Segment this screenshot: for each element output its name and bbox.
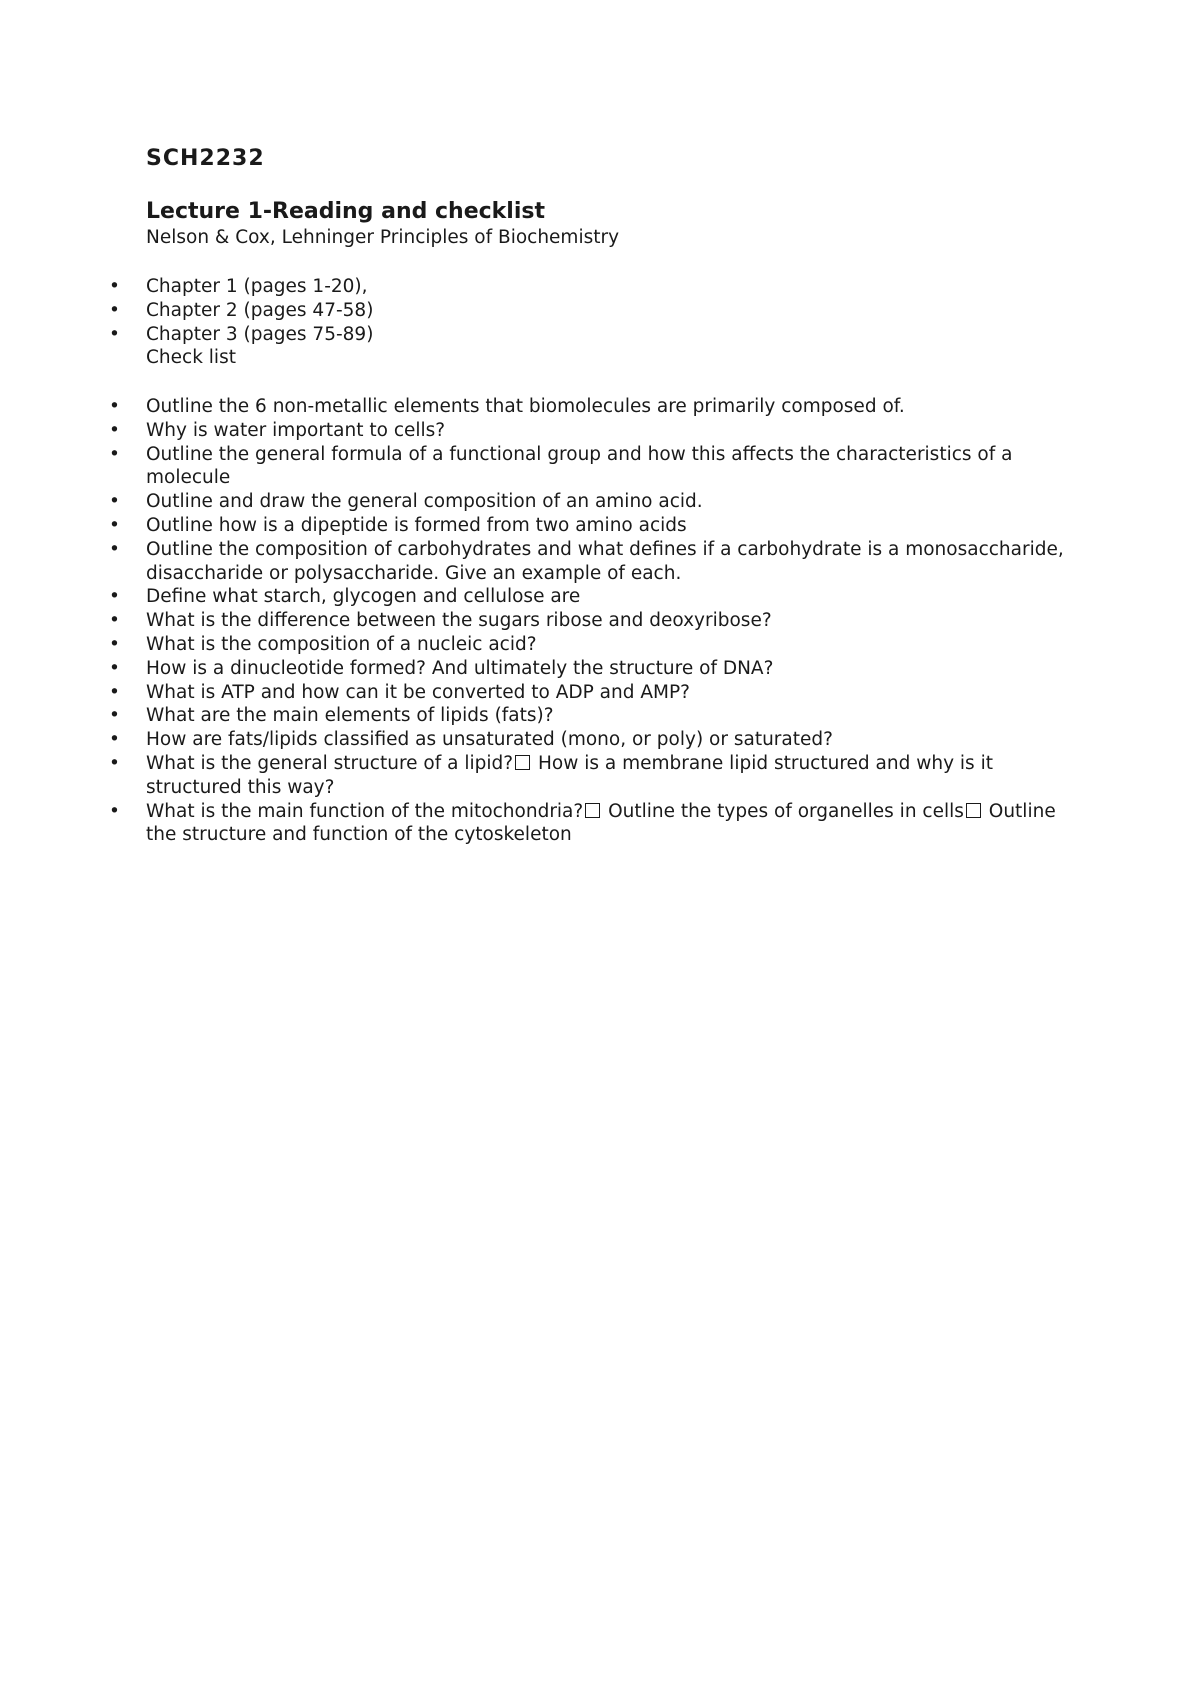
bullet-icon: • bbox=[109, 538, 120, 560]
checklist-text: Outline the general formula of a functional group and how this affects the characteristics of a molecule bbox=[146, 443, 1013, 489]
bullet-icon: • bbox=[109, 729, 120, 751]
list-item bbox=[0, 657, 1066, 681]
checkbox-glyph-icon bbox=[966, 803, 981, 818]
bullet-icon: • bbox=[109, 633, 120, 655]
bullet-icon: • bbox=[109, 657, 120, 679]
checklist-text: How is a dinucleotide formed? And ultimately the structure of DNA? bbox=[146, 657, 774, 679]
checklist-text: Define what starch, glycogen and cellulose are bbox=[146, 586, 581, 608]
checklist-text: Why is water important to cells? bbox=[146, 419, 446, 441]
list-item bbox=[0, 299, 1066, 323]
list-item bbox=[0, 585, 1066, 609]
list-item bbox=[0, 752, 1066, 800]
checklist-text: Outline the composition of carbohydrates and what defines if a carbohydrate is a monosaccharide, disaccharide or polysaccharide. Give an example of each. bbox=[146, 538, 1064, 584]
list-item bbox=[0, 728, 1066, 752]
reading-text: Chapter 1 (pages 1-20), bbox=[146, 276, 368, 297]
list-item bbox=[0, 538, 1066, 586]
bullet-icon: • bbox=[109, 276, 120, 297]
list-item bbox=[0, 514, 1066, 538]
list-item bbox=[0, 395, 1066, 419]
checklist-text: Outline the structure and function of the cytoskeleton bbox=[146, 800, 1056, 846]
list-item bbox=[0, 323, 1066, 347]
readings-list bbox=[0, 275, 1100, 346]
checklist-text: Outline the 6 non-metallic elements that biomolecules are primarily composed of. bbox=[146, 396, 905, 417]
bullet-icon: • bbox=[109, 491, 120, 513]
list-item bbox=[0, 275, 1066, 299]
list-item bbox=[0, 490, 1066, 514]
checklist-text: How are fats/lipids classified as unsaturated (mono, or poly) or saturated? bbox=[146, 729, 833, 751]
list-item bbox=[0, 633, 1066, 657]
list-item bbox=[0, 443, 1066, 491]
bullet-icon: • bbox=[109, 705, 120, 727]
checklist-text: How is a membrane lipid structured and why is it structured this way? bbox=[146, 752, 993, 798]
bullet-icon: • bbox=[109, 681, 120, 703]
bullet-icon: • bbox=[109, 396, 120, 417]
bullet-icon: • bbox=[109, 443, 120, 465]
bullet-icon: • bbox=[109, 514, 120, 536]
list-item bbox=[0, 609, 1066, 633]
bullet-icon: • bbox=[109, 323, 120, 345]
checklist-text: What is ATP and how can it be converted to ADP and AMP? bbox=[146, 681, 690, 703]
textbook-reference: Nelson & Cox, Lehninger Principles of Biochemistry bbox=[146, 227, 620, 248]
bullet-icon: • bbox=[109, 752, 120, 774]
bullet-icon: • bbox=[109, 419, 120, 441]
list-item bbox=[0, 800, 1066, 848]
bullet-icon: • bbox=[109, 800, 120, 822]
checklist-text: Outline the types of organelles in cells bbox=[602, 800, 964, 822]
checkbox-glyph-icon bbox=[515, 755, 530, 770]
checklist bbox=[0, 395, 1100, 847]
checklist-text: What are the main elements of lipids (fats)? bbox=[146, 705, 554, 727]
checklist-text: Outline and draw the general composition of an amino acid. bbox=[146, 491, 703, 513]
list-item bbox=[0, 704, 1066, 728]
bullet-icon: • bbox=[109, 586, 120, 608]
reading-text: Chapter 3 (pages 75-89) bbox=[146, 323, 374, 345]
reading-text: Chapter 2 (pages 47-58) bbox=[146, 299, 374, 321]
bullet-icon: • bbox=[109, 610, 120, 632]
checklist-text: Outline how is a dipeptide is formed from two amino acids bbox=[146, 514, 687, 536]
checkbox-glyph-icon bbox=[585, 803, 600, 818]
checklist-text: What is the composition of a nucleic acid? bbox=[146, 633, 537, 655]
checklist-label: Check list bbox=[146, 347, 236, 368]
list-item bbox=[0, 419, 1066, 443]
course-code: SCH2232 bbox=[146, 146, 265, 171]
list-item bbox=[0, 681, 1066, 705]
checklist-text: What is the main function of the mitochondria? bbox=[146, 800, 584, 822]
checklist-text: What is the general structure of a lipid? bbox=[146, 752, 514, 774]
bullet-icon: • bbox=[109, 299, 120, 321]
checklist-text: What is the difference between the sugars ribose and deoxyribose? bbox=[146, 610, 772, 632]
lecture-title: Lecture 1-Reading and checklist bbox=[146, 199, 545, 224]
